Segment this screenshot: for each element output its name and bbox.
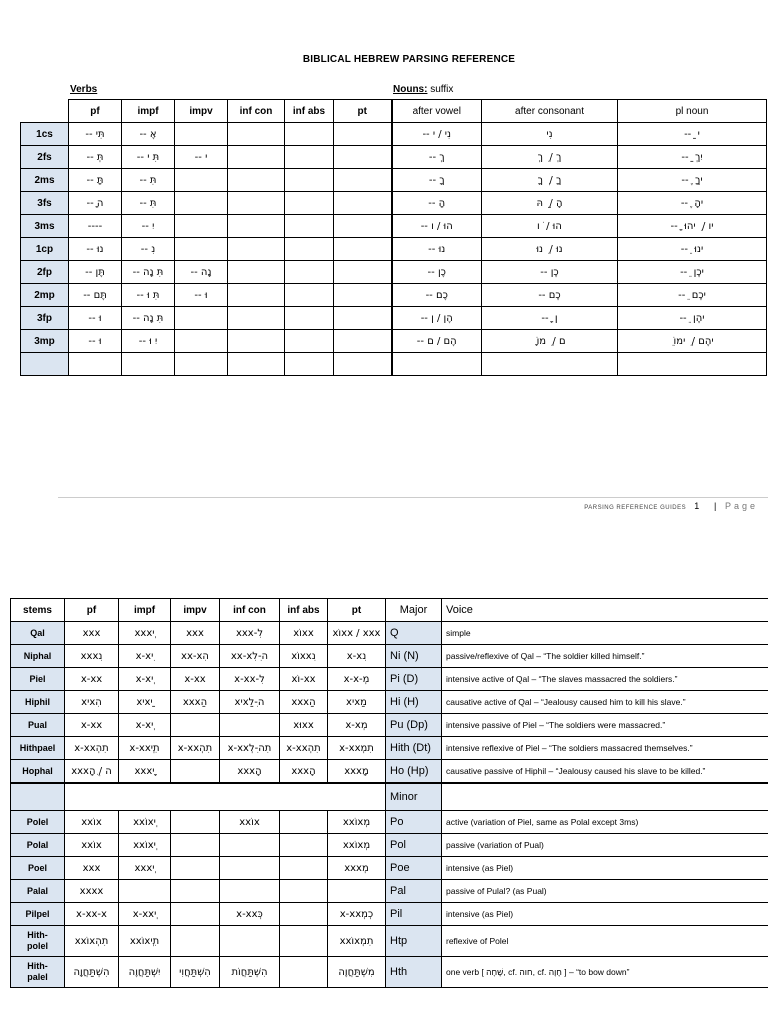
verb-cell-pf: -- וּ [69,307,122,330]
stem-voice: intensive reflexive of Piel – “The soldiers massacred themselves.” [442,737,768,760]
stem-cell-pf: xxxx [65,880,119,903]
verb-cell-npl: -- ַ יִךְ [618,146,767,169]
stem-row [11,811,768,834]
verb-cell-nv: -- נוּ [392,238,482,261]
stem-cell-pt: x-xְמ [328,714,386,737]
verb-cell-impf: -- יִ [122,215,175,238]
verb-cell-pf: -- תְּ [69,146,122,169]
verb-cell-npl: -- ֵ ינוּ [618,238,767,261]
stem-cell-infabs [280,857,328,880]
person-label: 3fp [21,307,69,330]
verb-cell-pt [334,330,392,353]
verb-cell-impv: -- נָה [175,261,228,284]
stem-cell-impf: xxוֹxְי [119,811,171,834]
stem-cell-infcon [220,880,280,903]
stem-cell-impf: יִשְׁתַּחֲוֶה [119,957,171,988]
stem-cell-pf: הִשְׁתַּחֲוָה [65,957,119,988]
stem-row [11,645,768,668]
stem-cell-pt: x-xxְתִמ [328,737,386,760]
stem-voice: simple [442,622,768,645]
verb-row [21,215,767,238]
verb-cell-impf: -- תִּ וּ [122,284,175,307]
verb-cell-impf: -- תִּ נָה [122,261,175,284]
verb-cell-infcon [228,261,285,284]
stem-cell-impv: x-xx [171,668,220,691]
minor-blank-span [65,783,386,811]
verb-cell-npl: -- ֵ יהֶן [618,307,767,330]
verb-cell-infcon [228,215,285,238]
stem-cell-impf: x-xִי [119,645,171,668]
stem-row [11,691,768,714]
verb-cell-infabs [285,284,334,307]
stem-name: Qal [11,622,65,645]
verb-cell-pf: ---- [69,215,122,238]
stem-cell-impv [171,903,220,926]
stem-code: Hith (Dt) [386,737,442,760]
verb-cell-npl: -- ֵ יכֶן [618,261,767,284]
verb-cell-pt [334,169,392,192]
stem-cell-pf: x-xx-x [65,903,119,926]
stem-cell-infcon: xיxַה-ִל [220,691,280,714]
verb-row [21,146,767,169]
verb-cell-impv [175,238,228,261]
verb-cell-impv: -- י [175,146,228,169]
stem-cell-impf [119,880,171,903]
verb-row [21,123,767,146]
header-stem-impf: impf [119,599,171,622]
person-label [21,353,69,376]
verb-cell-nc [482,353,618,376]
verb-cell-impv [175,307,228,330]
verb-cell-pf: -- וּ [69,330,122,353]
stem-cell-infcon: x-xx-ִל [220,668,280,691]
stem-code: Pi (D) [386,668,442,691]
verb-cell-impv [175,353,228,376]
stem-cell-pf: xיxִה [65,691,119,714]
header-pf: pf [69,100,122,123]
stem-voice: passive/reflexive of Qal – “The soldier killed himself.” [442,645,768,668]
verb-cell-infabs [285,238,334,261]
verb-cell-pf: -- נוּ [69,238,122,261]
stem-voice: causative passive of Hiphil – “Jealousy caused his slave to be killed.” [442,760,768,784]
verb-cell-impf: -- תִּ נָה [122,307,175,330]
footer-guide-label: PARSING REFERENCE GUIDES [584,505,687,511]
stem-cell-pt: x-x-ְמ [328,668,386,691]
verb-cell-nv: -- ךְ [392,146,482,169]
stem-cell-infcon [220,714,280,737]
verb-cell-infcon [228,192,285,215]
stem-code: Ni (N) [386,645,442,668]
verb-cell-impv [175,169,228,192]
stem-cell-infabs: xוֹxx [280,622,328,645]
stem-cell-infabs [280,834,328,857]
verb-cell-infcon [228,123,285,146]
stem-name: Hithpael [11,737,65,760]
stem-cell-pt: xוֹxx / xxx [328,622,386,645]
verb-cell-nv: -- כֶן [392,261,482,284]
stem-cell-pf: xxxָה / ֻה [65,760,119,784]
person-label: 2ms [21,169,69,192]
stem-cell-pt: xxxְמ [328,857,386,880]
verb-cell-pf: -- ָה [69,192,122,215]
stem-row [11,622,768,645]
stem-name: Niphal [11,645,65,668]
stem-row [11,714,768,737]
stem-code: Pil [386,903,442,926]
stem-name: Palal [11,880,65,903]
header-impv: impv [175,100,228,123]
stem-cell-impv: xx-xִה [171,645,220,668]
verb-cell-pf [69,353,122,376]
stem-cell-impv [171,926,220,957]
stem-row [11,903,768,926]
header-impf: impf [122,100,175,123]
stem-cell-infabs [280,811,328,834]
verb-cell-nc: ָ ם / ֵ מוֹ [482,330,618,353]
verb-cell-impv [175,123,228,146]
nouns-label: Nouns: suffix [393,84,454,95]
stem-cell-impf: xxxָי [119,760,171,784]
stem-voice: intensive passive of Piel – “The soldiers were massacred.” [442,714,768,737]
stem-voice: passive of Pulal? (as Pual) [442,880,768,903]
stem-cell-pf: xxxִנ [65,645,119,668]
stem-voice: one verb [ שָׁחָה, cf. חוה, cf. חָוָה ] – “to bow down” [442,957,768,988]
stem-cell-pf: xxוֹx [65,834,119,857]
verb-cell-pt [334,146,392,169]
stem-cell-infabs: xxxַה [280,691,328,714]
verb-cell-nc: נִי [482,123,618,146]
person-label: 3ms [21,215,69,238]
header-pt: pt [334,100,392,123]
stems-header-row [11,599,768,622]
person-label: 1cp [21,238,69,261]
verb-cell-nv: -- הֶן / ן [392,307,482,330]
header-pl-noun: pl noun [618,100,767,123]
verb-cell-pt [334,261,392,284]
verb-cell-impv [175,330,228,353]
stem-row [11,668,768,691]
stem-cell-impv [171,811,220,834]
verb-row [21,238,767,261]
stem-cell-pt: x-xִנ [328,645,386,668]
verb-cell-impf: -- אֶ [122,123,175,146]
verb-cell-infabs [285,330,334,353]
stem-cell-pf: x-xx [65,668,119,691]
stem-cell-infabs: xוֹxxִנ [280,645,328,668]
stem-voice: reflexive of Polel [442,926,768,957]
person-label: 2fs [21,146,69,169]
stem-name: Hith- polel [11,926,65,957]
stem-cell-infabs [280,957,328,988]
stem-name: Hiphil [11,691,65,714]
verb-cell-infabs [285,353,334,376]
person-label: 3fs [21,192,69,215]
header-after-consonant: after consonant [482,100,618,123]
stem-cell-infabs [280,903,328,926]
stem-cell-infcon: x-xxְכּ [220,903,280,926]
verb-cell-npl: -- ֶ יהָ [618,192,767,215]
stem-voice: active (variation of Piel, same as Polal except 3ms) [442,811,768,834]
stem-cell-infcon [220,834,280,857]
verb-cell-nv [392,353,482,376]
verb-cell-nv: -- הֶם / ם [392,330,482,353]
stem-code: Pol [386,834,442,857]
verb-cell-nc: ךְ / ֵ ךְ [482,146,618,169]
verb-cell-pf: -- תִּי [69,123,122,146]
stem-cell-impf: x-xְי [119,668,171,691]
stem-code: Pal [386,880,442,903]
page-title: BIBLICAL HEBREW PARSING REFERENCE [302,54,516,65]
person-label: 3mp [21,330,69,353]
verb-cell-infabs [285,146,334,169]
verb-cell-impv [175,215,228,238]
stem-code: Ho (Hp) [386,760,442,784]
verb-cell-pf: -- תֶּן [69,261,122,284]
verb-cell-infcon [228,169,285,192]
verb-cell-nc: -- כֶן [482,261,618,284]
stem-cell-pf: xxx [65,857,119,880]
stem-voice: intensive (as Piel) [442,903,768,926]
stem-cell-pt: xxוֹxְתִמ [328,926,386,957]
stem-row [11,737,768,760]
stem-cell-pt: x-xxְכְמ [328,903,386,926]
stem-cell-pt [328,880,386,903]
stem-row [11,926,768,957]
stem-cell-impf: xיxַי [119,691,171,714]
stem-cell-impf: xxוֹxְי [119,834,171,857]
stem-code: Po [386,811,442,834]
stem-cell-pt: xיxַמ [328,691,386,714]
verb-cell-npl: -- ֶ יךָ [618,169,767,192]
verb-cell-infcon [228,238,285,261]
verbs-header-row [21,100,767,123]
verb-cell-pt [334,123,392,146]
verb-cell-impf: -- יִ וּ [122,330,175,353]
verb-cell-impf [122,353,175,376]
verb-cell-infabs [285,215,334,238]
stem-row [11,760,768,784]
stem-cell-impf: x-xxְתִי [119,737,171,760]
stem-cell-infabs [280,880,328,903]
minor-label: Minor [386,783,442,811]
header-inf-abs: inf abs [285,100,334,123]
verb-row [21,307,767,330]
verb-cell-pt [334,307,392,330]
page-footer [584,501,758,511]
header-stem-impv: impv [171,599,220,622]
header-after-vowel: after vowel [392,100,482,123]
verb-cell-pf: -- תֶּם [69,284,122,307]
stem-cell-impv: הִשְׁתַּחֲוִי [171,957,220,988]
verb-cell-pt [334,215,392,238]
stem-cell-impv: xxxַה [171,691,220,714]
stem-cell-infcon: xxxָה [220,760,280,784]
verb-cell-nc: הָ / ַ הּ [482,192,618,215]
stem-voice: intensive (as Piel) [442,857,768,880]
verb-cell-impf: -- תִּ [122,192,175,215]
stem-name: Hophal [11,760,65,784]
verb-cell-infcon [228,307,285,330]
stem-cell-infabs: xוּxx [280,714,328,737]
verb-cell-impv: -- וּ [175,284,228,307]
verb-cell-npl: -- ֵ יכֶם [618,284,767,307]
verb-cell-infabs [285,192,334,215]
verb-cell-npl: -- ַ י [618,123,767,146]
stem-cell-impf: xxוֹxְתִי [119,926,171,957]
verb-cell-nc: -- ָ ן [482,307,618,330]
stem-cell-impv [171,834,220,857]
verb-cell-npl [618,353,767,376]
stem-cell-impv: xxx [171,622,220,645]
stem-voice: intensive active of Qal – “The slaves massacred the soldiers.” [442,668,768,691]
stem-cell-impv [171,880,220,903]
person-label: 2mp [21,284,69,307]
stem-name: Polal [11,834,65,857]
stem-cell-impf: xxxְי [119,622,171,645]
header-inf-con: inf con [228,100,285,123]
verb-row [21,284,767,307]
verb-cell-npl: ֵ יהֶם / ֵ ימוֹ [618,330,767,353]
verb-cell-nc: הוּ / ֹ ו [482,215,618,238]
header-stem-pf: pf [65,599,119,622]
stem-name: Polel [11,811,65,834]
footer-page-word: Page [724,501,758,511]
verb-cell-npl: -- ָ יו / ֵ יהוּ [618,215,767,238]
verb-cell-impf: -- תִּ [122,169,175,192]
verb-cell-infcon [228,146,285,169]
verb-row [21,192,767,215]
verb-cell-pt [334,192,392,215]
stem-cell-pf: xxוֹx [65,811,119,834]
stem-name: Pual [11,714,65,737]
stem-cell-pf: x-xx [65,714,119,737]
minor-blank-voice [442,783,768,811]
verb-cell-infcon [228,284,285,307]
footer-separator: | [713,501,717,511]
stem-cell-impv [171,857,220,880]
verb-cell-infabs [285,169,334,192]
verb-cell-impf: -- תִּ י [122,146,175,169]
verb-cell-infabs [285,261,334,284]
stems-table [10,598,768,988]
verb-cell-infabs [285,123,334,146]
stem-name: Pilpel [11,903,65,926]
verb-row [21,330,767,353]
stem-cell-impv [171,760,220,784]
verbs-table [20,99,767,376]
stem-name: Piel [11,668,65,691]
verb-cell-nv: -- הוּ / ו [392,215,482,238]
stem-cell-infcon [220,857,280,880]
stem-cell-pt: מִשְׁתַּחֲוֶה [328,957,386,988]
stem-cell-impv [171,714,220,737]
verb-cell-nc: -- כֶם [482,284,618,307]
footer-page-number: 1 [694,501,700,511]
stem-row [11,880,768,903]
stem-row [11,857,768,880]
stem-code: Pu (Dp) [386,714,442,737]
verb-cell-pf: -- תָּ [69,169,122,192]
stem-cell-pt: xxוֹxְמ [328,811,386,834]
stem-cell-infcon: xxx-ִל [220,622,280,645]
stem-cell-impv: x-xxְתִה [171,737,220,760]
verb-cell-infcon [228,353,285,376]
stem-cell-infcon: xxוֹx [220,811,280,834]
minor-section-row [11,783,768,811]
stem-voice: passive (variation of Pual) [442,834,768,857]
header-stem-pt: pt [328,599,386,622]
verb-cell-nv: -- כֶם [392,284,482,307]
verb-cell-pt [334,284,392,307]
stem-code: Hi (H) [386,691,442,714]
footer-divider [58,497,768,498]
person-label: 1cs [21,123,69,146]
verb-cell-pt [334,353,392,376]
verb-cell-nv: -- ךָ [392,169,482,192]
verb-cell-nc: נוּ / ֵ נוּ [482,238,618,261]
stem-code: Q [386,622,442,645]
stem-row [11,957,768,988]
verb-cell-nv: -- נִי / י [392,123,482,146]
minor-blank-stem [11,783,65,811]
verb-cell-impv [175,192,228,215]
stem-cell-infabs [280,926,328,957]
stem-cell-pt: xxוֹxְמ [328,834,386,857]
header-voice: Voice [442,599,768,622]
stem-voice: causative active of Qal – “Jealousy caused him to kill his slave.” [442,691,768,714]
header-stem-inf-con: inf con [220,599,280,622]
verb-cell-infcon [228,330,285,353]
stem-cell-infabs: xxxָה [280,760,328,784]
header-major: Major [386,599,442,622]
stem-code: Hth [386,957,442,988]
stem-cell-infabs: xוֹ-xx [280,668,328,691]
stem-cell-impf: x-xְי [119,714,171,737]
stem-code: Htp [386,926,442,957]
stem-cell-pf: xxוֹxְתִה [65,926,119,957]
stem-cell-impf: x-xxְי [119,903,171,926]
verb-row [21,169,767,192]
stem-cell-pf: x-xxְתִה [65,737,119,760]
stem-cell-infcon: x-xxְתִה-ִל [220,737,280,760]
verb-cell-nv: -- הָ [392,192,482,215]
stem-row [11,834,768,857]
stem-cell-infcon: xx-xִה-ִל [220,645,280,668]
header-stems: stems [11,599,65,622]
stem-cell-infcon [220,926,280,957]
stem-cell-infcon: הִשְׁתַּחֲוֹת [220,957,280,988]
stem-cell-infabs: x-xxְתִה [280,737,328,760]
verb-cell-infabs [285,307,334,330]
stem-name: Poel [11,857,65,880]
person-label: 2fp [21,261,69,284]
stem-code: Poe [386,857,442,880]
stem-cell-pt: xxxָמ [328,760,386,784]
stem-name: Hith- palel [11,957,65,988]
header-stem-inf-abs: inf abs [280,599,328,622]
stem-cell-impf: xxxְי [119,857,171,880]
verb-row [21,353,767,376]
verb-cell-pt [334,238,392,261]
verb-row [21,261,767,284]
verb-cell-impf: -- נִ [122,238,175,261]
verb-cell-nc: ךָ / ְ ךָ [482,169,618,192]
stem-cell-pf: xxx [65,622,119,645]
corner-cell [21,100,69,123]
verbs-label: Verbs [70,84,98,95]
